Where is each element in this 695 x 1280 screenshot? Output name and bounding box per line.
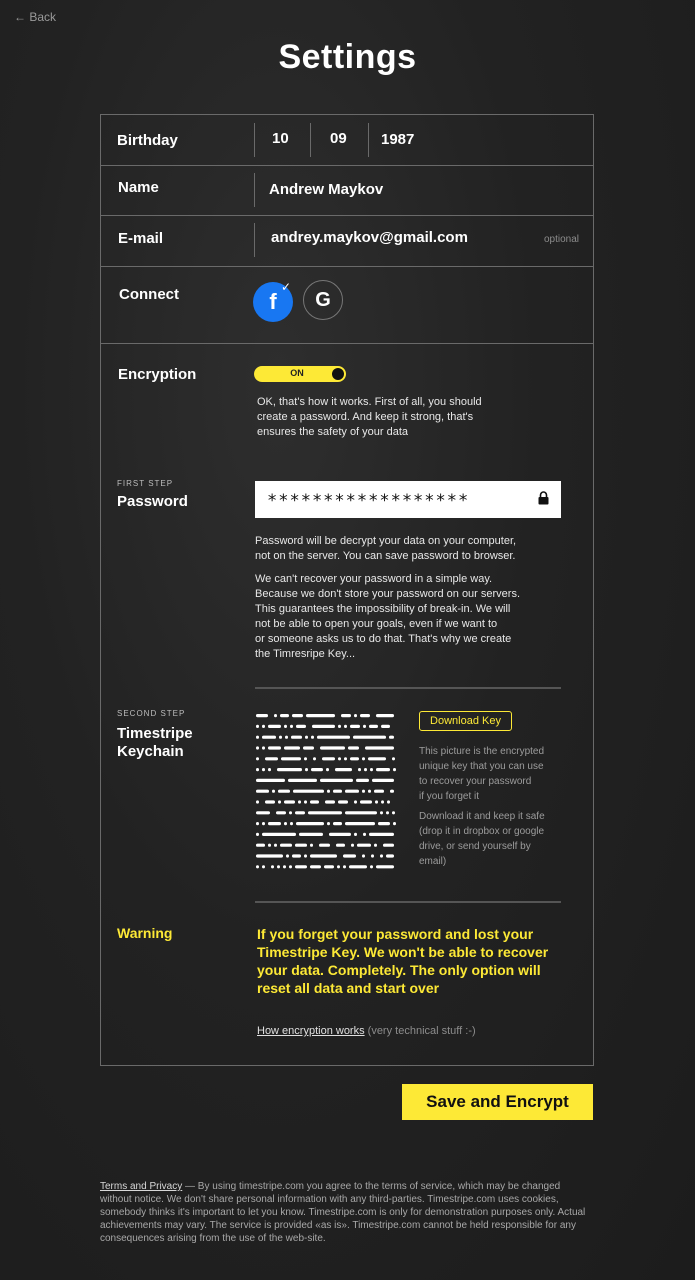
keychain-save-tip: Download it and keep it safe (drop it in dropbox or google drive, or send yourself by email) [419, 811, 545, 867]
key-pattern-mark [271, 865, 274, 868]
key-pattern-mark [360, 714, 370, 717]
key-pattern-mark [345, 822, 375, 825]
key-pattern-mark [265, 800, 275, 803]
key-pattern-mark [393, 768, 396, 771]
key-pattern-mark [293, 790, 324, 793]
key-pattern-mark [325, 800, 335, 803]
key-pattern-mark [304, 757, 307, 760]
key-pattern-mark [338, 757, 341, 760]
key-pattern-mark [376, 768, 390, 771]
key-pattern-mark [354, 833, 357, 836]
name-input[interactable]: Andrew Maykov [269, 181, 384, 198]
encryption-label: Encryption [118, 366, 197, 383]
toggle-knob [332, 368, 344, 380]
key-pattern-mark [256, 768, 259, 771]
key-pattern-mark [369, 833, 394, 836]
key-pattern-mark [298, 800, 301, 803]
birthday-label: Birthday [117, 132, 178, 149]
key-pattern-mark [363, 833, 366, 836]
key-pattern-mark [303, 746, 314, 749]
key-pattern-mark [276, 811, 286, 814]
key-pattern-mark [350, 757, 359, 760]
divider [368, 123, 369, 157]
key-pattern-mark [304, 800, 307, 803]
key-pattern-mark [370, 865, 373, 868]
key-pattern-mark [326, 768, 329, 771]
email-label: E-mail [118, 230, 164, 247]
password-note-2: We can't recover your password in a simple way. Because we don't store your password on our servers. This guarantees the impossibility of break-in. We will not be able to open your goals, even if we want to or someone asks us to do that. That's why we create the Timresripe Key... [255, 573, 521, 660]
section-divider [255, 901, 561, 903]
key-pattern-mark [320, 746, 345, 749]
key-pattern-mark [383, 844, 394, 847]
key-pattern-mark [262, 822, 265, 825]
key-pattern-mark [362, 854, 365, 857]
key-pattern-mark [320, 779, 353, 782]
key-pattern-mark [392, 757, 395, 760]
key-pattern-mark [362, 757, 365, 760]
password-label: Password [117, 493, 188, 510]
terms-privacy-link[interactable]: Terms and Privacy [100, 1181, 183, 1192]
key-pattern-mark [393, 822, 396, 825]
key-pattern-mark [295, 811, 305, 814]
key-pattern-mark [375, 800, 378, 803]
key-pattern-mark [306, 714, 335, 717]
key-pattern-mark [310, 854, 337, 857]
key-pattern-mark [256, 736, 259, 739]
key-pattern-mark [256, 865, 259, 868]
facebook-icon: f [269, 289, 277, 314]
key-pattern-mark [357, 844, 371, 847]
divider [254, 123, 255, 157]
key-pattern-mark [278, 800, 281, 803]
key-pattern-mark [256, 822, 259, 825]
key-pattern-mark [380, 854, 383, 857]
toggle-label: ON [290, 368, 304, 378]
key-pattern-mark [311, 768, 323, 771]
warning-label: Warning [117, 925, 173, 941]
key-pattern-mark [351, 844, 354, 847]
key-pattern-mark [305, 736, 308, 739]
key-pattern-mark [319, 844, 330, 847]
key-pattern-mark [284, 725, 287, 728]
key-pattern-mark [362, 790, 365, 793]
key-pattern-mark [285, 736, 288, 739]
key-pattern-mark [295, 865, 307, 868]
section-divider [255, 687, 561, 689]
key-pattern-mark [348, 746, 359, 749]
key-pattern-mark [369, 725, 378, 728]
key-pattern-mark [317, 736, 350, 739]
key-pattern-mark [343, 854, 356, 857]
optional-hint: optional [543, 234, 579, 245]
key-pattern-mark [380, 811, 383, 814]
footer-text: — By using timestripe.com you agree to the terms of service, which may be changed without notice. We don't share personal information with any third-parties. Timestripe.com uses cookies, somebody thinks it's important to let you know. Timestripe.com is only for demonstration purposes only. Actual achievements may vary. The service is provided «as is». Timestripe.com cannot be held responsible for any consequences arising from the use of the web-site. [100, 1181, 586, 1244]
key-pattern-mark [304, 854, 307, 857]
email-row [101, 215, 593, 267]
key-pattern-mark [296, 725, 306, 728]
key-pattern-mark [296, 822, 324, 825]
key-pattern-mark [256, 833, 259, 836]
key-pattern-mark [329, 833, 351, 836]
key-pattern-mark [310, 844, 313, 847]
divider [254, 173, 255, 207]
key-pattern-mark [376, 865, 394, 868]
password-input[interactable] [255, 481, 561, 518]
key-pattern-mark [374, 844, 377, 847]
key-pattern-mark [268, 844, 271, 847]
key-pattern-mark [283, 865, 286, 868]
key-pattern-mark [310, 800, 319, 803]
key-pattern-mark [350, 725, 360, 728]
key-pattern-mark [337, 865, 340, 868]
key-pattern-mark [256, 811, 270, 814]
key-pattern-mark [381, 725, 390, 728]
key-pattern-mark [288, 779, 317, 782]
page-title: Settings [278, 38, 417, 76]
birthday-day-input[interactable]: 10 [272, 130, 289, 147]
key-pattern-mark [290, 725, 293, 728]
encrypted-key-image [256, 712, 396, 874]
key-pattern-mark [353, 736, 386, 739]
footer [100, 1180, 594, 1245]
key-pattern-mark [289, 865, 292, 868]
key-pattern-mark [313, 757, 316, 760]
key-pattern-mark [333, 790, 342, 793]
key-pattern-mark [308, 811, 342, 814]
key-pattern-mark [268, 725, 281, 728]
key-pattern-mark [389, 736, 394, 739]
key-pattern-mark [268, 746, 281, 749]
technical-note: (very technical stuff :-) [367, 1025, 476, 1037]
connect-row [101, 266, 593, 344]
key-pattern-mark [277, 865, 280, 868]
key-pattern-mark [392, 811, 395, 814]
key-pattern-mark [284, 746, 300, 749]
check-icon: ✓ [281, 280, 292, 294]
divider [310, 123, 311, 157]
divider [254, 223, 255, 257]
key-pattern-mark [292, 854, 301, 857]
key-pattern-mark [390, 790, 394, 793]
keychain-description: This picture is the encrypted unique key that you can use to recover your password if you forget it [419, 746, 545, 802]
key-pattern-mark [256, 746, 259, 749]
name-label: Name [118, 179, 159, 196]
key-pattern-mark [341, 714, 351, 717]
email-input[interactable]: andrey.maykov@gmail.com [271, 229, 468, 246]
key-pattern-mark [327, 790, 330, 793]
key-pattern-mark [368, 790, 371, 793]
key-pattern-mark [295, 844, 307, 847]
key-pattern-mark [311, 736, 314, 739]
key-pattern-mark [354, 800, 357, 803]
key-pattern-mark [290, 822, 293, 825]
key-pattern-mark [284, 822, 287, 825]
google-icon: G [315, 288, 331, 311]
save-and-encrypt-button[interactable]: Save and Encrypt [402, 1084, 593, 1120]
key-pattern-mark [268, 768, 271, 771]
key-pattern-mark [371, 854, 374, 857]
key-pattern-mark [256, 714, 268, 717]
key-pattern-mark [274, 714, 277, 717]
key-pattern-mark [280, 714, 289, 717]
key-pattern-mark [292, 714, 303, 717]
key-pattern-mark [262, 736, 276, 739]
key-pattern-mark [262, 865, 265, 868]
key-pattern-mark [349, 865, 367, 868]
key-pattern-mark [268, 822, 281, 825]
key-pattern-mark [281, 757, 301, 760]
key-pattern-mark [310, 865, 321, 868]
first-step-label: FIRST STEP [117, 479, 174, 488]
key-pattern-mark [364, 768, 367, 771]
key-pattern-mark [312, 725, 335, 728]
key-pattern-mark [343, 865, 346, 868]
key-pattern-mark [256, 800, 259, 803]
key-pattern-mark [262, 725, 265, 728]
key-pattern-mark [344, 725, 347, 728]
key-pattern-mark [262, 768, 265, 771]
key-pattern-mark [286, 854, 289, 857]
password-value: ****************** [267, 491, 470, 511]
key-pattern-mark [274, 844, 277, 847]
key-pattern-mark [356, 779, 369, 782]
name-row [101, 165, 593, 216]
key-pattern-mark [278, 790, 290, 793]
key-pattern-mark [256, 779, 285, 782]
key-pattern-mark [262, 833, 296, 836]
key-pattern-mark [256, 844, 265, 847]
key-pattern-mark [265, 757, 278, 760]
key-pattern-mark [338, 800, 348, 803]
key-pattern-mark [358, 768, 361, 771]
key-pattern-mark [360, 800, 372, 803]
key-pattern-mark [374, 790, 384, 793]
key-pattern-mark [370, 768, 373, 771]
keychain-label: Timestripe Keychain [117, 725, 193, 760]
birthday-year-input[interactable]: 1987 [381, 131, 415, 148]
key-pattern-mark [345, 811, 377, 814]
key-pattern-mark [354, 714, 357, 717]
key-pattern-mark [386, 854, 394, 857]
key-pattern-mark [387, 800, 390, 803]
password-note-1: Password will be decrypt your data on your computer, not on the server. You can save password to browser. [255, 535, 517, 562]
key-pattern-mark [280, 844, 292, 847]
key-pattern-mark [291, 736, 302, 739]
key-pattern-mark [345, 790, 359, 793]
key-pattern-mark [256, 725, 259, 728]
key-pattern-mark [344, 757, 347, 760]
key-pattern-mark [262, 746, 265, 749]
birthday-row [101, 115, 593, 166]
key-pattern-mark [305, 768, 308, 771]
key-pattern-mark [368, 757, 386, 760]
connect-label: Connect [119, 286, 179, 303]
key-pattern-mark [277, 768, 302, 771]
key-pattern-mark [324, 865, 334, 868]
key-pattern-mark [256, 854, 283, 857]
how-encryption-works [257, 1025, 476, 1037]
key-pattern-mark [372, 779, 394, 782]
key-pattern-mark [279, 736, 282, 739]
key-pattern-mark [333, 822, 342, 825]
google-connect-button[interactable] [303, 280, 343, 320]
key-pattern-mark [336, 844, 345, 847]
key-pattern-mark [289, 811, 292, 814]
key-pattern-mark [335, 768, 352, 771]
settings-panel [100, 114, 594, 1066]
key-pattern-mark [386, 811, 389, 814]
key-pattern-mark [256, 757, 259, 760]
key-pattern-mark [272, 790, 275, 793]
second-step-label: SECOND STEP [117, 709, 186, 718]
download-key-button[interactable]: Download Key [419, 711, 512, 731]
lock-icon [538, 491, 549, 505]
warning-text: If you forget your password and lost your Timestripe Key. We won't be able to recover your data. Completely. The only option will reset all data and start over [257, 926, 549, 996]
back-link[interactable]: ← Back [14, 10, 57, 24]
how-encryption-link[interactable]: How encryption works [257, 1025, 365, 1037]
key-pattern-mark [256, 790, 269, 793]
key-pattern-mark [381, 800, 384, 803]
key-pattern-mark [299, 833, 323, 836]
encryption-intro: OK, that's how it works. First of all, you should create a password. And keep it strong, that's ensures the safety of your data [257, 396, 482, 438]
key-pattern-mark [378, 822, 390, 825]
key-pattern-mark [284, 800, 295, 803]
key-pattern-mark [365, 746, 394, 749]
key-pattern-mark [376, 714, 394, 717]
key-pattern-mark [327, 822, 330, 825]
key-pattern-mark [338, 725, 341, 728]
encryption-toggle[interactable] [254, 366, 346, 382]
birthday-month-input[interactable]: 09 [330, 130, 347, 147]
key-pattern-mark [363, 725, 366, 728]
key-pattern-mark [322, 757, 335, 760]
